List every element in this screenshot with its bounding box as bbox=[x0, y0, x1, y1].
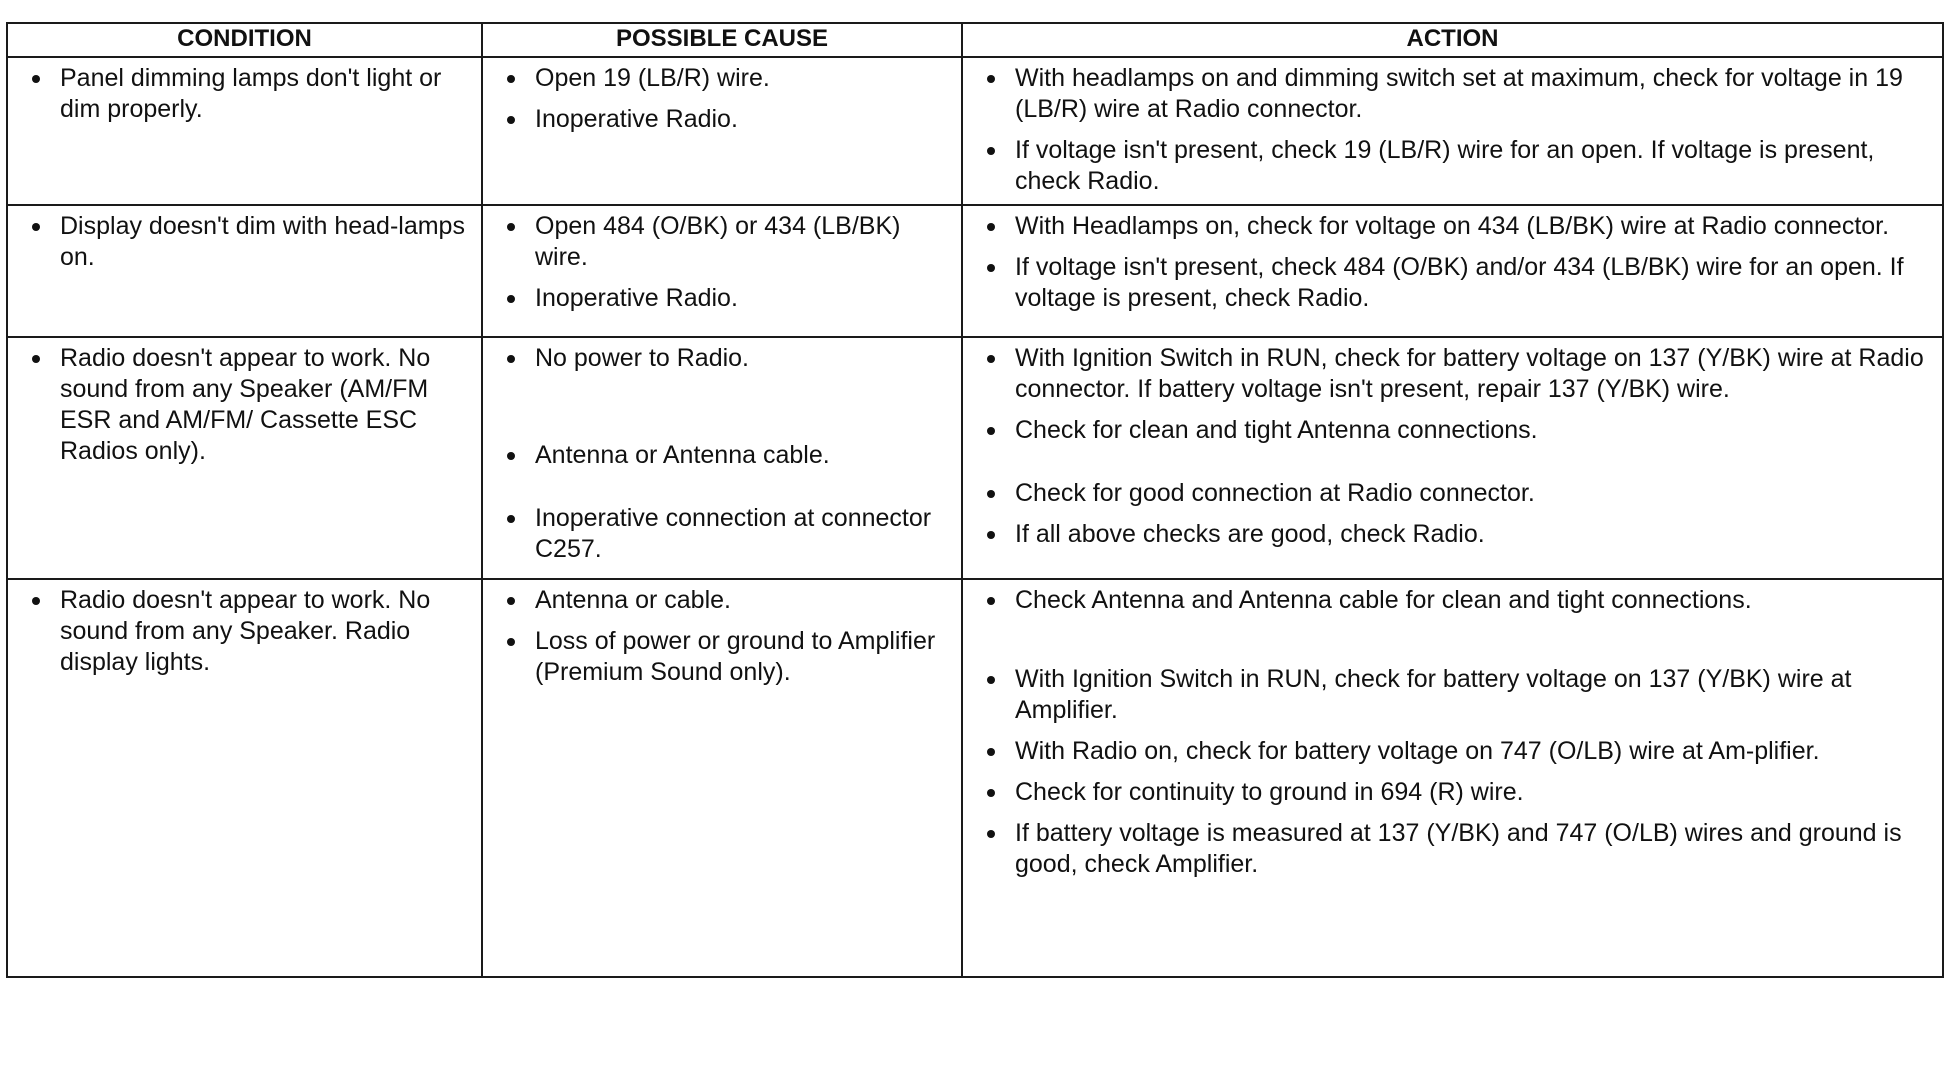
cause-cell bbox=[482, 205, 962, 337]
condition-header: CONDITION bbox=[7, 23, 482, 57]
action-item: With Radio on, check for battery voltage on 747 (O/LB) wire at Am-plifier. bbox=[973, 736, 1934, 767]
condition-item: Panel dimming lamps don't light or dim properly. bbox=[18, 63, 473, 125]
action-cell bbox=[962, 57, 1943, 205]
action-item: If voltage isn't present, check 484 (O/BK) and/or 434 (LB/BK) wire for an open. If voltage is present, check Radio. bbox=[973, 252, 1934, 314]
cause-item: Open 19 (LB/R) wire. bbox=[493, 63, 953, 94]
cause-item: Antenna or cable. bbox=[493, 585, 953, 616]
condition-cell bbox=[7, 337, 482, 579]
action-header: ACTION bbox=[962, 23, 1943, 57]
table-row bbox=[7, 579, 1943, 977]
table-row bbox=[7, 337, 1943, 579]
header-row bbox=[7, 23, 1943, 57]
action-item: With Ignition Switch in RUN, check for battery voltage on 137 (Y/BK) wire at Radio connector. If battery voltage isn't present, repair 137 (Y/BK) wire. bbox=[973, 343, 1934, 405]
cause-item: Inoperative connection at connector C257. bbox=[493, 503, 953, 565]
action-item: With Headlamps on, check for voltage on 434 (LB/BK) wire at Radio connector. bbox=[973, 211, 1934, 242]
diagnosis-table bbox=[6, 22, 1944, 978]
action-item: With Ignition Switch in RUN, check for battery voltage on 137 (Y/BK) wire at Amplifier. bbox=[973, 664, 1934, 726]
action-item: If voltage isn't present, check 19 (LB/R) wire for an open. If voltage is present, check Radio. bbox=[973, 135, 1934, 197]
cause-item: Loss of power or ground to Amplifier (Premium Sound only). bbox=[493, 626, 953, 688]
condition-cell bbox=[7, 205, 482, 337]
table-row bbox=[7, 205, 1943, 337]
action-item: Check for clean and tight Antenna connections. bbox=[973, 415, 1934, 446]
condition-item: Display doesn't dim with head-lamps on. bbox=[18, 211, 473, 273]
action-item: If all above checks are good, check Radio. bbox=[973, 519, 1934, 550]
action-item: Check for good connection at Radio connector. bbox=[973, 478, 1934, 509]
action-item: Check Antenna and Antenna cable for clean and tight connections. bbox=[973, 585, 1934, 616]
cause-item: Inoperative Radio. bbox=[493, 283, 953, 314]
cause-cell bbox=[482, 337, 962, 579]
cause-item: Open 484 (O/BK) or 434 (LB/BK) wire. bbox=[493, 211, 953, 273]
action-cell bbox=[962, 579, 1943, 977]
cause-item: No power to Radio. bbox=[493, 343, 953, 374]
action-item: Check for continuity to ground in 694 (R) wire. bbox=[973, 777, 1934, 808]
action-cell bbox=[962, 205, 1943, 337]
cause-header: POSSIBLE CAUSE bbox=[482, 23, 962, 57]
cause-item: Antenna or Antenna cable. bbox=[493, 440, 953, 471]
table-row bbox=[7, 57, 1943, 205]
action-cell bbox=[962, 337, 1943, 579]
condition-item: Radio doesn't appear to work. No sound from any Speaker (AM/FM ESR and AM/FM/ Cassette ESC Radios only). bbox=[18, 343, 473, 467]
condition-cell bbox=[7, 579, 482, 977]
cause-cell bbox=[482, 579, 962, 977]
action-item: With headlamps on and dimming switch set at maximum, check for voltage in 19 (LB/R) wire at Radio connector. bbox=[973, 63, 1934, 125]
cause-item: Inoperative Radio. bbox=[493, 104, 953, 135]
cause-cell bbox=[482, 57, 962, 205]
condition-cell bbox=[7, 57, 482, 205]
condition-item: Radio doesn't appear to work. No sound from any Speaker. Radio display lights. bbox=[18, 585, 473, 678]
action-item: If battery voltage is measured at 137 (Y/BK) and 747 (O/LB) wires and ground is good, check Amplifier. bbox=[973, 818, 1934, 880]
